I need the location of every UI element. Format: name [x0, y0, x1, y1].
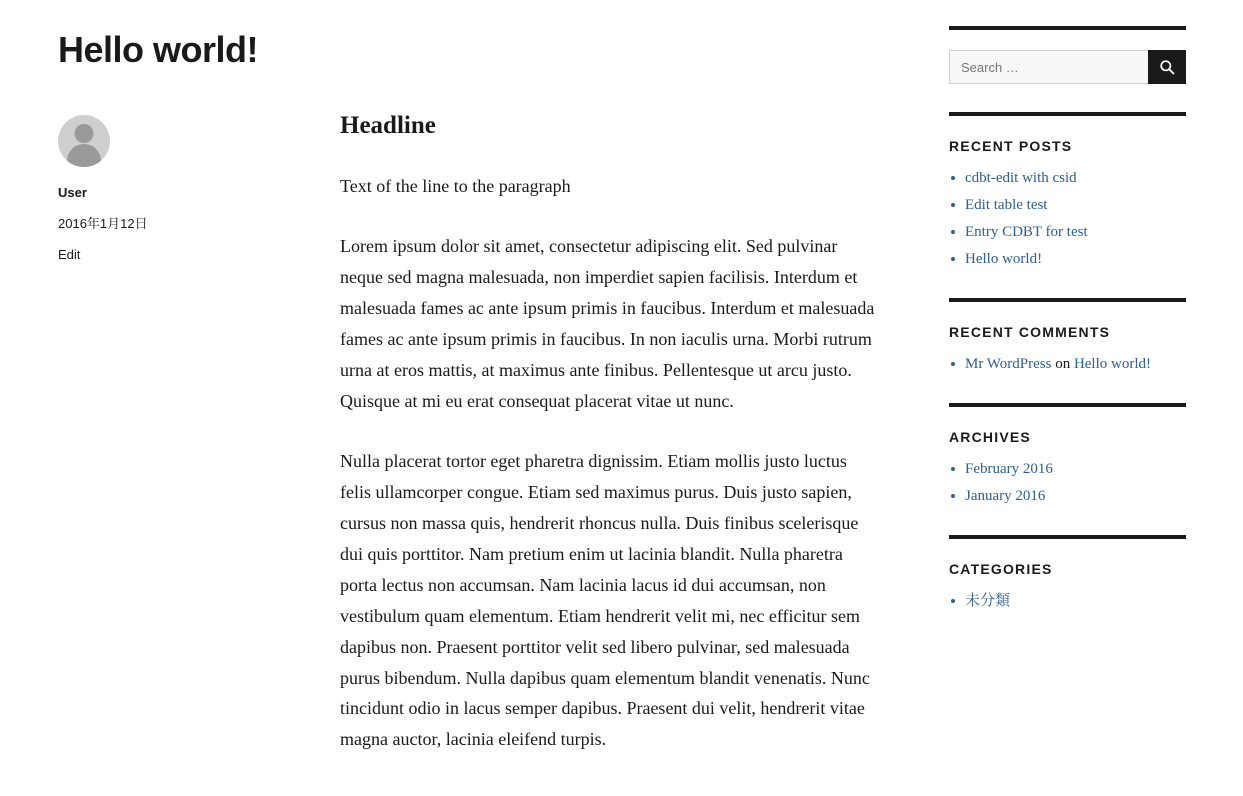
list-item	[949, 222, 1186, 243]
search-button[interactable]	[1148, 50, 1186, 84]
post-date[interactable]	[58, 216, 280, 233]
archive-link[interactable]: January 2016	[965, 488, 1046, 504]
list-item	[949, 195, 1186, 216]
entry-meta	[58, 111, 280, 784]
post-edit[interactable]	[58, 247, 280, 264]
list-item	[949, 591, 1186, 612]
list-item	[949, 354, 1186, 375]
list-item	[949, 168, 1186, 189]
recent-comments-list	[949, 354, 1186, 375]
entry-content	[280, 111, 880, 784]
comment-author-link[interactable]: Mr WordPress	[965, 356, 1052, 372]
comment-separator: on	[1055, 356, 1071, 372]
content-heading: Headline	[340, 112, 436, 140]
widget-title-archives: ARCHIVES	[949, 429, 1031, 445]
recent-post-link[interactable]: Hello world!	[965, 251, 1043, 267]
archive-link[interactable]: February 2016	[965, 461, 1053, 477]
list-item	[949, 249, 1186, 270]
search-form	[949, 50, 1186, 84]
search-icon	[1159, 59, 1175, 75]
recent-post-link[interactable]: Edit table test	[965, 197, 1048, 213]
widget-title-recent-comments: RECENT COMMENTS	[949, 324, 1111, 340]
edit-link[interactable]: Edit	[58, 246, 81, 262]
entry-body	[58, 111, 903, 784]
category-link[interactable]: 未分類	[965, 593, 1011, 609]
page-title: Hello world!	[58, 29, 258, 70]
categories-list	[949, 591, 1186, 612]
list-item	[949, 459, 1186, 480]
post-author: User	[58, 185, 87, 201]
post-date-link[interactable]: 2016年1月12日	[58, 216, 148, 232]
avatar-body-icon	[67, 144, 101, 167]
recent-posts-list	[949, 168, 1186, 270]
comment-post-link[interactable]: Hello world!	[1073, 356, 1152, 372]
content-lede: Text of the line to the paragraph	[340, 176, 571, 197]
list-item	[949, 486, 1186, 507]
widget-recent-comments	[949, 298, 1186, 375]
recent-post-link[interactable]: cdbt-edit with csid	[965, 170, 1077, 186]
sidebar	[903, 0, 1243, 784]
avatar-head-icon	[75, 124, 94, 143]
widget-archives	[949, 403, 1186, 507]
widget-title-recent-posts: RECENT POSTS	[949, 138, 1073, 154]
recent-post-link[interactable]: Entry CDBT for test	[965, 224, 1088, 240]
widget-categories	[949, 535, 1186, 612]
widget-search	[949, 26, 1186, 84]
content-paragraph: Lorem ipsum dolor sit amet, consectetur adipiscing elit. Sed pulvinar neque sed magna malesuada, non imperdiet sapien facilisis. Interdum et malesuada fames ac ante ipsum primis in faucibus. Interdum et malesuada fames ac ante ipsum primis in faucibus. In non iaculis urna. Morbi rutrum urna at eros mattis, at maximus ante finibus. Pellentesque ut arcu justo. Quisque at mi eu erat consequat placerat vitae ut nunc.	[340, 236, 875, 411]
widget-title-categories: CATEGORIES	[949, 561, 1053, 577]
widget-recent-posts	[949, 112, 1186, 270]
content-paragraph: Nulla placerat tortor eget pharetra dignissim. Etiam mollis justo luctus felis ullamcorper congue. Etiam sed maximus purus. Duis justo sapien, cursus non massa quis, hendrerit rhoncus nulla. Duis finibus scelerisque dui quis porttitor. Nam pretium enim ut lacinia blandit. Nulla pharetra porta lectus non accumsan. Nam lacinia lacus id dui accumsan, non vestibulum quam elementum. Etiam hendrerit velit mi, nec efficitur sem dapibus non. Praesent porttitor velit sed libero pulvinar, sed malesuada purus bibendum. Nulla dapibus quam elementum blandit venenatis. Nunc tincidunt odio in lacus semper dapibus. Praesent dui velit, hendrerit vitae magna auctor, lacinia eleifend turpis.	[340, 450, 870, 750]
search-input[interactable]	[949, 50, 1148, 84]
archives-list	[949, 459, 1186, 507]
avatar	[58, 115, 110, 167]
